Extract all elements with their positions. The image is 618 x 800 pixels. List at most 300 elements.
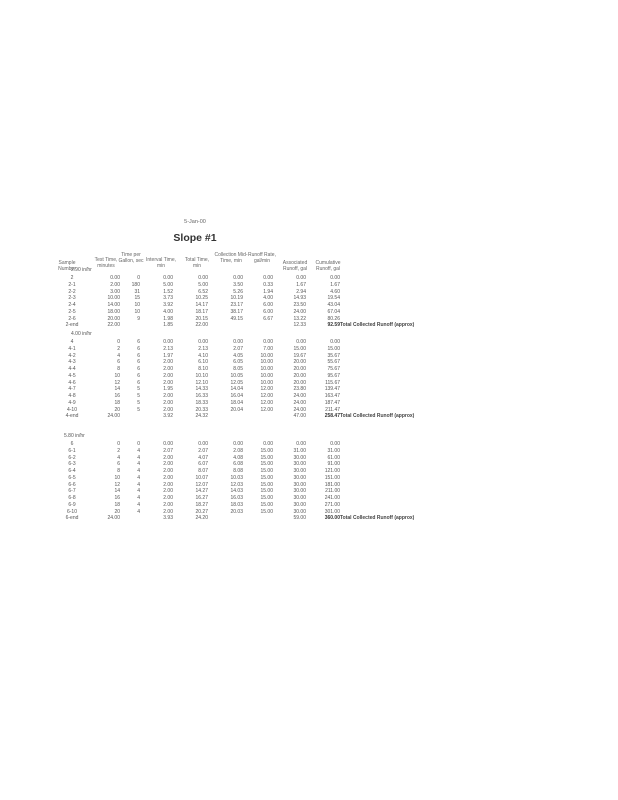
table-cell: 6	[137, 345, 140, 352]
table-cell: 2.00	[163, 379, 173, 386]
table-cell: 30.00	[293, 474, 306, 481]
table-cell: 9	[137, 315, 140, 322]
table-cell: 8	[117, 366, 120, 372]
table-cell: 15.00	[260, 481, 273, 488]
table-cell: 10	[114, 474, 120, 481]
table-cell: 8.10	[198, 366, 208, 372]
table-cell: 6	[137, 379, 140, 386]
table-row	[0, 295, 618, 301]
table-cell: 0.00	[233, 275, 243, 281]
table-cell: 121.00	[324, 468, 340, 474]
table-cell: 2.94	[296, 288, 306, 295]
table-cell: 55.67	[327, 359, 340, 366]
table-cell: 12	[114, 379, 120, 386]
table-cell: 15.00	[260, 461, 273, 468]
table-cell: 8.07	[198, 468, 208, 474]
table-row	[0, 495, 618, 501]
table-cell: 4	[137, 488, 140, 495]
table-cell: 18.03	[230, 501, 243, 508]
table-cell: 10.00	[260, 352, 273, 359]
table-row	[0, 309, 618, 315]
table-row	[0, 339, 618, 345]
table-cell: 0.00	[296, 441, 306, 447]
table-cell: 4	[137, 495, 140, 501]
table-cell: 0.00	[198, 339, 208, 345]
table-cell: 80.26	[327, 315, 340, 322]
table-cell: 6.07	[198, 461, 208, 468]
table-cell: 6	[70, 441, 74, 447]
table-cell: 12	[114, 481, 120, 488]
table-cell: 0	[117, 339, 120, 345]
table-cell: 4-2	[68, 352, 76, 359]
table-cell: 2.00	[163, 474, 173, 481]
table-cell: 1.67	[330, 281, 340, 288]
table-cell: 2.00	[163, 393, 173, 399]
table-cell: 187.47	[324, 399, 340, 406]
table-cell: 1.52	[163, 288, 173, 295]
header-runoff-rate: Runoff Rate, gal/min	[248, 252, 276, 264]
table-cell: 12.03	[230, 481, 243, 488]
table-cell: 6	[137, 366, 140, 372]
header-cumulative-runoff: Cumulative Runoff, gal	[315, 260, 341, 272]
table-cell: 4.07	[198, 454, 208, 461]
table-cell: 15.00	[260, 488, 273, 495]
table-row	[0, 502, 618, 508]
table-cell: 12.10	[195, 379, 208, 386]
table-cell: 20.00	[293, 359, 306, 366]
table-cell: 6.00	[263, 308, 273, 315]
table-cell: 3.92	[163, 302, 173, 308]
table-cell: 4-10	[66, 406, 77, 413]
table-row	[0, 346, 618, 352]
table-cell: 4	[137, 481, 140, 488]
table-cell: 20.03	[230, 508, 243, 515]
table-cell: 16.27	[195, 495, 208, 501]
table-cell: 24.00	[293, 308, 306, 315]
table-cell: 2.07	[163, 447, 173, 454]
table-cell: 6-2	[68, 454, 76, 461]
table-row	[0, 393, 618, 399]
table-cell: 163.47	[324, 393, 340, 399]
table-row	[0, 407, 618, 413]
table-cell: 12.00	[260, 386, 273, 393]
table-cell: 24.00	[293, 399, 306, 406]
table-cell: 0.00	[233, 339, 243, 345]
table-cell: 6	[137, 352, 140, 359]
table-cell: 115.67	[325, 379, 340, 386]
table-cell: 1.97	[163, 352, 173, 359]
table-cell: 2.08	[233, 447, 243, 454]
table-cell: 6-7	[68, 488, 76, 495]
table-cell: 2-end	[65, 322, 79, 329]
table-cell: 20.00	[293, 366, 306, 372]
table-cell: 20.04	[230, 406, 243, 413]
table-cell: 2.00	[163, 501, 173, 508]
table-cell: 10.00	[260, 379, 273, 386]
table-cell: 1.95	[163, 386, 173, 393]
table-cell: 4.10	[198, 352, 208, 359]
table-cell: 10.19	[230, 295, 243, 302]
table-cell: 30.00	[293, 454, 306, 461]
table-cell: 15.00	[260, 468, 273, 474]
table-cell: 12.00	[260, 393, 273, 399]
table-cell: 0.00	[233, 441, 243, 447]
table-cell: 4.05	[233, 352, 243, 359]
table-cell: 10.00	[260, 359, 273, 366]
table-cell: 10.00	[107, 295, 120, 302]
table-cell: 2-1	[68, 281, 76, 288]
table-cell: 14.04	[230, 386, 243, 393]
table-cell: 0.00	[198, 441, 208, 447]
table-cell: 20	[114, 508, 120, 515]
table-row	[0, 289, 618, 295]
table-cell: 6-9	[68, 501, 76, 508]
rain-rate-label: 5.80 in/hr	[64, 433, 85, 439]
table-cell: 5	[137, 393, 140, 399]
table-cell: 0.00	[163, 339, 173, 345]
table-cell: 5.26	[233, 288, 243, 295]
table-cell: 23.80	[293, 386, 306, 393]
table-cell: 30.00	[293, 468, 306, 474]
table-cell: 2.07	[198, 447, 208, 454]
table-cell: 92.59	[327, 322, 340, 329]
table-row	[0, 482, 618, 488]
table-cell: 6-5	[68, 474, 76, 481]
table-cell: 14.33	[195, 386, 208, 393]
rain-rate-label: 4.00 in/hr	[71, 331, 92, 337]
table-cell: 0.00	[330, 441, 340, 447]
table-cell: 2.13	[163, 345, 173, 352]
table-cell: 6	[137, 339, 140, 345]
table-cell: 12.07	[195, 481, 208, 488]
table-cell: 20.00	[293, 372, 306, 379]
table-cell: 10.00	[260, 372, 273, 379]
table-row	[0, 455, 618, 461]
table-cell: 14	[114, 488, 120, 495]
table-cell: 15.00	[260, 508, 273, 515]
table-cell: 16	[114, 393, 120, 399]
table-cell: 12.33	[293, 322, 306, 329]
table-cell: 22.00	[195, 322, 208, 329]
table-cell: 15	[134, 295, 140, 302]
table-cell: 1.94	[263, 288, 273, 295]
table-cell: 5	[137, 399, 140, 406]
table-cell: 10.00	[260, 366, 273, 372]
table-cell: 2.00	[163, 481, 173, 488]
table-cell: 2.00	[163, 359, 173, 366]
table-cell: 16.33	[195, 393, 208, 399]
table-cell: 0.00	[263, 339, 273, 345]
table-cell: 211.47	[325, 406, 340, 413]
table-row	[0, 515, 618, 521]
table-cell: 31.00	[327, 447, 340, 454]
table-cell: 4-8	[68, 393, 76, 399]
table-cell: 4	[137, 468, 140, 474]
table-cell: 2.00	[163, 495, 173, 501]
table-cell: 1.98	[163, 315, 173, 322]
table-cell: 18	[114, 399, 120, 406]
table-cell: 12.05	[230, 379, 243, 386]
table-cell: 0	[137, 275, 140, 281]
table-cell: 95.67	[327, 372, 340, 379]
table-cell: 4.08	[233, 454, 243, 461]
table-cell: 16.04	[230, 393, 243, 399]
table-cell: 139.47	[324, 386, 340, 393]
table-cell: 2.07	[233, 345, 243, 352]
table-cell: 14.93	[293, 295, 306, 302]
table-row	[0, 475, 618, 481]
table-cell: 18	[114, 501, 120, 508]
table-cell: 2	[70, 275, 74, 281]
table-cell: 24.20	[195, 515, 208, 522]
header-total-time: Total Time, min	[184, 257, 210, 269]
table-cell: 49.15	[230, 315, 243, 322]
table-cell: 4	[137, 508, 140, 515]
table-cell: 3.93	[163, 515, 173, 522]
table-cell: 15.00	[260, 495, 273, 501]
table-cell: 0.00	[263, 275, 273, 281]
table-cell: 6	[117, 461, 120, 468]
table-cell: 43.04	[327, 302, 340, 308]
table-cell: 16.03	[230, 495, 243, 501]
table-cell: 4-4	[68, 366, 76, 372]
table-cell: 18.00	[107, 308, 120, 315]
table-cell: 24.32	[195, 413, 208, 420]
table-row	[0, 461, 618, 467]
table-cell: 0.00	[110, 275, 120, 281]
table-cell: 23.17	[230, 302, 243, 308]
table-cell: 10.05	[230, 372, 243, 379]
table-cell: 5.00	[198, 281, 208, 288]
table-cell: 2.00	[163, 399, 173, 406]
table-cell: 0	[117, 441, 120, 447]
table-cell: 4-6	[68, 379, 76, 386]
table-cell: 6.10	[198, 359, 208, 366]
table-cell: 2.00	[163, 372, 173, 379]
table-cell: 241.00	[324, 495, 340, 501]
table-cell: 3.50	[233, 281, 243, 288]
table-cell: 6	[117, 359, 120, 366]
table-cell: 2-6	[68, 315, 76, 322]
table-cell: 20.33	[195, 406, 208, 413]
date-line: 5-Jan-00	[184, 219, 206, 225]
table-cell: 1.85	[163, 322, 173, 329]
table-cell: 0.00	[163, 441, 173, 447]
table-cell: 20.00	[293, 379, 306, 386]
table-cell: 30.00	[293, 488, 306, 495]
table-cell: 14.17	[195, 302, 208, 308]
page-title: Slope #1	[173, 232, 217, 244]
table-cell: 10.25	[195, 295, 208, 302]
table-cell: 6-4	[68, 468, 76, 474]
table-cell: 0.00	[163, 275, 173, 281]
table-cell: 6.08	[233, 461, 243, 468]
table-cell: 2.00	[163, 406, 173, 413]
table-cell: 6	[137, 372, 140, 379]
table-cell: 6.67	[263, 315, 273, 322]
table-row	[0, 373, 618, 379]
table-cell: 4-5	[68, 372, 76, 379]
table-cell: 4	[137, 501, 140, 508]
table-cell: 258.47	[324, 413, 340, 420]
table-cell: 0.00	[296, 339, 306, 345]
table-cell: 18.27	[195, 501, 208, 508]
table-row	[0, 359, 618, 365]
table-cell: 2.00	[163, 454, 173, 461]
table-cell: 0	[137, 441, 140, 447]
table-cell: 15.00	[260, 474, 273, 481]
table-cell: 2.00	[163, 366, 173, 372]
table-cell: 0.33	[263, 281, 273, 288]
table-row	[0, 316, 618, 322]
table-cell: 6-3	[68, 461, 76, 468]
table-cell: 2-3	[68, 295, 76, 302]
table-cell: 13.22	[293, 315, 306, 322]
table-cell: 15.00	[327, 345, 340, 352]
table-cell: 5	[137, 406, 140, 413]
header-associated-runoff: Associated Runoff, gal	[282, 260, 308, 272]
table-cell: 19.54	[327, 295, 340, 302]
table-cell: 8	[117, 468, 120, 474]
table-cell: 6-10	[66, 508, 77, 515]
table-cell: 10.10	[195, 372, 208, 379]
header-collection-mid-time: Collection Mid-Time, min	[214, 252, 248, 264]
table-row	[0, 366, 618, 372]
table-cell: 20.27	[195, 508, 208, 515]
table-cell: 1.67	[296, 281, 306, 288]
table-cell: 31	[134, 288, 140, 295]
table-cell: 30.00	[293, 461, 306, 468]
table-cell: 10.07	[195, 474, 208, 481]
table-cell: 12.00	[260, 406, 273, 413]
table-cell: 24.00	[293, 406, 306, 413]
table-cell: 24.00	[107, 413, 120, 420]
table-cell: 211.00	[325, 488, 340, 495]
table-cell: 5.00	[163, 281, 173, 288]
table-row	[0, 488, 618, 494]
table-cell: 6-end	[65, 515, 79, 522]
table-cell: 91.00	[327, 461, 340, 468]
table-cell: 31.00	[293, 447, 306, 454]
table-cell: 14.03	[230, 488, 243, 495]
table-cell: 59.00	[293, 515, 306, 522]
table-cell: 4.60	[330, 288, 340, 295]
table-cell: 30.00	[293, 481, 306, 488]
table-cell: 2-4	[68, 302, 76, 308]
table-cell: 75.67	[327, 366, 340, 372]
table-cell: 2-5	[68, 308, 76, 315]
table-row	[0, 441, 618, 447]
table-cell: 2	[117, 447, 120, 454]
table-cell: 0.00	[263, 441, 273, 447]
table-cell: 10	[114, 372, 120, 379]
table-cell: 180	[131, 281, 140, 288]
table-cell: 151.00	[324, 474, 340, 481]
table-cell: 30.00	[293, 501, 306, 508]
table-cell: 0.00	[330, 275, 340, 281]
table-cell: 3.73	[163, 295, 173, 302]
table-cell: 23.50	[293, 302, 306, 308]
table-cell: 18.17	[195, 308, 208, 315]
table-cell: 3.92	[163, 413, 173, 420]
table-cell: 0.00	[198, 275, 208, 281]
table-cell: 47.00	[293, 413, 306, 420]
table-cell: 8.05	[233, 366, 243, 372]
table-cell: 20.00	[107, 315, 120, 322]
table-cell: 19.67	[293, 352, 306, 359]
table-cell: 181.00	[324, 481, 340, 488]
table-cell: 16	[114, 495, 120, 501]
table-cell: 2.00	[163, 488, 173, 495]
table-cell: 10.03	[230, 474, 243, 481]
table-cell: 24.00	[293, 393, 306, 399]
table-cell: 15.00	[293, 345, 306, 352]
total-runoff-note: Total Collected Runoff (approx)	[340, 515, 415, 522]
table-cell: 4-7	[68, 386, 76, 393]
table-cell: 20.15	[195, 315, 208, 322]
table-cell: 4	[137, 454, 140, 461]
table-cell: 0.00	[330, 339, 340, 345]
table-cell: 18.04	[230, 399, 243, 406]
table-cell: 4-end	[65, 413, 79, 420]
table-cell: 15.00	[260, 501, 273, 508]
rain-rate-label: 2.90 in/hr	[71, 267, 92, 273]
table-row	[0, 400, 618, 406]
table-cell: 3.00	[110, 288, 120, 295]
table-cell: 4-9	[68, 399, 76, 406]
table-cell: 10	[134, 302, 140, 308]
table-row	[0, 468, 618, 474]
table-row	[0, 413, 618, 419]
table-cell: 30.00	[293, 508, 306, 515]
table-cell: 4.00	[163, 308, 173, 315]
table-cell: 7.00	[263, 345, 273, 352]
table-cell: 38.17	[230, 308, 243, 315]
table-cell: 8.08	[233, 468, 243, 474]
table-row	[0, 353, 618, 359]
table-cell: 14.27	[195, 488, 208, 495]
table-row	[0, 302, 618, 308]
table-cell: 15.00	[260, 447, 273, 454]
table-cell: 4	[137, 474, 140, 481]
table-cell: 30.00	[293, 495, 306, 501]
table-cell: 4	[137, 447, 140, 454]
table-cell: 12.00	[260, 399, 273, 406]
table-row	[0, 380, 618, 386]
table-cell: 18.33	[195, 399, 208, 406]
table-row	[0, 386, 618, 392]
table-cell: 14	[114, 386, 120, 393]
table-cell: 35.67	[327, 352, 340, 359]
table-row	[0, 509, 618, 515]
table-cell: 67.04	[327, 308, 340, 315]
table-cell: 2.00	[163, 461, 173, 468]
table-cell: 6.52	[198, 288, 208, 295]
table-cell: 4	[137, 461, 140, 468]
table-row	[0, 275, 618, 281]
header-test-time: Test Time, minutes	[94, 257, 118, 269]
header-sample-number: Sample Number	[58, 260, 76, 272]
total-runoff-note: Total Collected Runoff (approx)	[340, 322, 415, 329]
table-row	[0, 448, 618, 454]
table-cell: 6-1	[68, 447, 76, 454]
table-cell: 10	[134, 308, 140, 315]
table-cell: 271.00	[324, 501, 340, 508]
table-cell: 6	[137, 359, 140, 366]
table-cell: 4	[117, 454, 120, 461]
table-cell: 24.00	[107, 515, 120, 522]
table-cell: 2.00	[110, 281, 120, 288]
